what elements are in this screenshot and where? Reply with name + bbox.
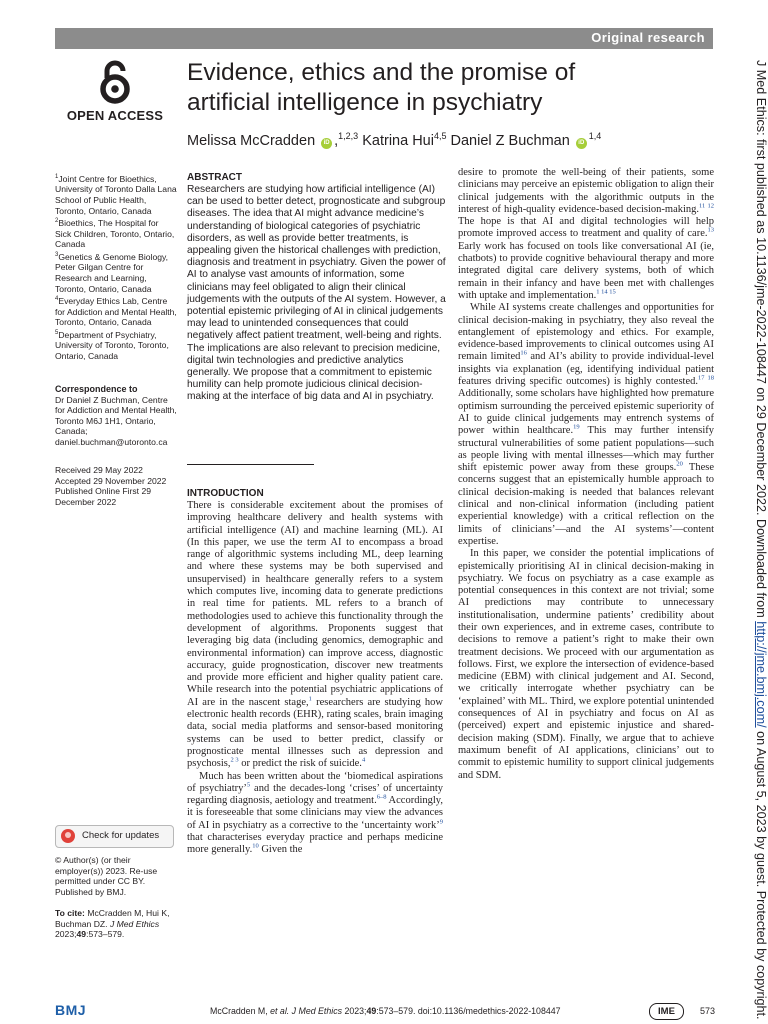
footer-authors: McCradden M, — [210, 1006, 271, 1016]
download-notice — [749, 60, 768, 1020]
reference-link[interactable]: 1 14 15 — [596, 288, 616, 296]
text-run: These concerns suggest that an epistemically humble approach to clinical decision-making is needed that balances relevant clinical and non-clinical information (including patient experiential knowledge) with a critical reflection on the limits of clinicians’—and the AI systems’—content expertise. — [458, 462, 714, 547]
correspondence — [55, 384, 177, 448]
reference-link[interactable]: 4 — [361, 756, 366, 764]
open-access-label: OPEN ACCESS — [66, 108, 164, 123]
reference-link[interactable]: 17 18 — [698, 374, 715, 382]
reference-link[interactable]: 13 — [707, 226, 714, 234]
affiliation-number: 3 — [55, 251, 59, 258]
cite-pages: :573–579. — [86, 929, 125, 940]
notice-prefix: J Med Ethics: first published as 10.1136/jme-2022-108447 on 29 December 2022. Downloaded from — [754, 60, 768, 622]
affiliation-text: Genetics & Genome Biology, Peter Gilgan Centre for Research and Learning, Toronto, Ontario, Canada — [55, 251, 169, 294]
author-name: Daniel Z Buchman — [450, 132, 570, 149]
reference-link[interactable]: 6–8 — [376, 793, 387, 801]
open-access-lock-icon — [95, 60, 135, 104]
cite-journal: J Med Ethics — [109, 918, 160, 929]
text-run: This may further intensify structural vulnerabilities of some patient populations—such as people living with mental illnesses—which may further shift epistemic power away from these groups. — [458, 425, 714, 474]
affiliation-number: 1 — [55, 174, 59, 180]
reference-link[interactable]: 16 — [520, 349, 527, 357]
text-run: Additionally, some scholars have highlighted how premature optimism surrounding the perceived epistemic superiority of AI to guide clinical judgements may entrench systems of power within healthcare. — [458, 388, 714, 437]
check-updates-icon — [61, 829, 75, 843]
text-run: Given the — [258, 844, 303, 856]
journal-link[interactable]: http://jme.bmj.com/ — [754, 621, 768, 728]
paragraph — [458, 302, 714, 548]
text-run: and the decades-long ‘crises’ of uncertainty regarding diagnosis, aetiology and treatment. — [187, 782, 444, 807]
cite-authors: McCradden M, Hui K, Buchman DZ. — [55, 908, 170, 929]
reference-link[interactable]: 10 — [252, 842, 259, 850]
check-for-updates-button[interactable] — [55, 825, 174, 848]
text-run: The hope is that AI and digital technologies will help promote improved access to treatment and quality of care. — [458, 216, 714, 240]
author-list: Melissa McCradden iD ,$^{1,2,3}$ Katrina Hui$^{4,5}$ Daniel Z Buchman iD$^{1,4}$ — [187, 131, 602, 149]
orcid-icon[interactable]: iD — [576, 138, 587, 149]
correspondence-heading: Correspondence to — [55, 384, 138, 394]
text-run: that characterises everyday practice and perhaps medicine more generally. — [187, 832, 443, 856]
text-run: Much has been written about the ‘biomedical aspirations of psychiatry’ — [187, 770, 443, 794]
text-run: Early work has focused on tools like conversational AI (ie, chatbots) to provide cognitive behavioural therapy and more integrated digital care delivery systems, both of which remain in their infancy and have been met with challenges with uptake and implementation. — [458, 240, 714, 301]
footer-citation — [210, 1006, 561, 1016]
orcid-icon[interactable]: iD — [321, 138, 332, 149]
paragraph — [187, 771, 443, 857]
affiliation-item — [55, 216, 177, 250]
author-affiliation: 1,2,3 — [338, 131, 359, 141]
cite-year: 2023; — [55, 929, 77, 940]
affiliation-number: 5 — [55, 329, 59, 336]
affiliation-text: Bioethics, The Hospital for Sick Children, Toronto, Ontario, Canada — [55, 218, 175, 250]
received-date: Received 29 May 2022 — [55, 465, 143, 475]
copyright-notice: © Author(s) (or their employer(s)) 2023. Re-use permitted under CC BY. Published by BMJ. — [55, 855, 158, 897]
published-date: Published Online First 29 December 2022 — [55, 486, 152, 507]
ime-badge: IME — [649, 1003, 684, 1020]
footer-volume: 49 — [366, 1006, 377, 1016]
affiliations — [55, 172, 177, 361]
notice-suffix: on August 5, 2023 by guest. Protected by copyright. — [754, 727, 768, 1020]
abstract-divider — [187, 464, 314, 465]
footer-year: 2023; — [342, 1006, 367, 1016]
cite-label: To cite: — [55, 908, 85, 918]
text-run: Accordingly, it is foreseeable that some clinicians may view the advances of AI in psychiatry as a corrective to the ‘uncertainty work’ — [187, 795, 443, 831]
affiliation-text: Joint Centre for Bioethics, University of Toronto Dalla Lana School of Public Health, Toronto, Ontario, Canada — [55, 173, 177, 216]
reference-link[interactable]: 1 — [308, 695, 312, 703]
abstract-text: Researchers are studying how artificial intelligence (AI) can be used to better detect, prognosticate and subgroup diseases. The idea that AI might advance medicine’s understanding of biological categories of psychiatric disorders, as well as provide better treatments, is appealing given the historical challenges with prediction, diagnosis and treatment in psychiatry. Given the power of AI to analyse vast amounts of information, some clinicians may feel obligated to align their clinical judgements with the outputs of the AI system. However, a potential epistemic privileging of AI in clinical judgements may lead to unintended consequences that could negatively affect patient treatment, well-being and rights. The implications are also relevant to precision medicine, digital twin technologies and predictive analytics generally. We propose that a commitment to epistemic humility can help promote judicious clinical decision-making at the interface of big data and AI in psychiatry. — [187, 184, 446, 403]
affiliation-item — [55, 328, 177, 362]
download-notice-text — [754, 60, 768, 1020]
article-title: Evidence, ethics and the promise of artificial intelligence in psychiatry — [187, 59, 576, 116]
citation-box — [55, 908, 177, 940]
cite-volume: 49 — [76, 929, 87, 940]
paragraph: In this paper, we consider the potential implications of epistemically prioritising AI in clinical decision-making in psychiatry. We focus on psychiatry as a case example as potential consequences in this context are not trivial; some AI predictions may contribute to unnecessary institutionalisation, undermine patients’ credibility about their own experiences, and in extreme cases, contribute to decisions to remove a patient’s right to make their own treatment decisions. We proceed with our argumentation as follows. First, we explore the intersection of evidence-based medicine (EBM) with clinical judgement and AI. Second, we critically interrogate whether psychiatry can be ‘explained’ with ML. Third, we explore potential unintended consequences of AI in psychiatry and focus on AI as (perceived) expert and epistemic injustice and shared-decision making (SDM). Finally, we argue that to achieve maximum benefit of AI applications, clinicians’ out to commit to epistemic humility to support clinical judgements and SDM. — [458, 548, 714, 781]
affiliation-text: Everyday Ethics Lab, Centre for Addiction and Mental Health, Toronto, Ontario, Canada — [55, 295, 177, 328]
bmj-logo[interactable]: BMJ — [55, 1002, 87, 1018]
text-run: While AI systems create challenges and opportunities for clinical decision-making in psychiatry, they also reveal the entanglement of epistemology and ethics. For example, evidence-based improvements to clinical outcomes using AI remain limited — [458, 302, 714, 363]
footer-doi: :573–579. doi:10.1136/medethics-2022-108447 — [376, 1006, 561, 1016]
reference-link[interactable]: 5 — [246, 781, 251, 789]
author-name: Katrina Hui — [362, 132, 434, 149]
paragraph — [458, 167, 714, 302]
affiliation-number: 4 — [55, 296, 59, 303]
page-number: 573 — [700, 1006, 716, 1016]
paragraph — [187, 500, 443, 771]
reference-link[interactable]: 2 3 — [230, 756, 239, 764]
footer-journal: et al. J Med Ethics — [270, 1006, 343, 1016]
affiliation-item — [55, 250, 177, 294]
abstract-heading: ABSTRACT — [187, 172, 242, 183]
text-run: or predict the risk of suicide. — [238, 758, 362, 770]
reference-link[interactable]: 11 12 — [699, 202, 714, 210]
author-name: Melissa McCradden — [187, 132, 316, 149]
reference-link[interactable]: 20 — [676, 460, 683, 468]
reference-link[interactable]: 19 — [573, 423, 580, 431]
correspondence-text[interactable]: Dr Daniel Z Buchman, Centre for Addiction and Mental Health, Toronto M6J 1H1, Ontario, Canada; daniel.buchman@utoronto.ca — [55, 394, 177, 447]
body-column-left — [187, 500, 443, 857]
affiliation-number: 2 — [55, 218, 59, 225]
affiliation-item — [55, 294, 177, 328]
text-run: desire to promote the well-being of their patients, some clinicians may perceive an epistemic obligation to align their clinical judgements with the algorithmic outputs in the interest of high-quality evidence-based decision-making. — [458, 167, 714, 215]
accepted-date: Accepted 29 November 2022 — [55, 475, 167, 486]
section-label: Original research — [591, 30, 705, 45]
section-banner — [55, 28, 713, 49]
affiliation-item — [55, 172, 177, 216]
affiliation-text: Department of Psychiatry, University of Toronto, Toronto, Ontario, Canada — [55, 329, 169, 361]
check-updates-label: Check for updates — [82, 830, 160, 841]
reference-link[interactable]: 9 — [439, 818, 443, 826]
body-column-right — [458, 167, 714, 782]
author-affiliation: 4,5 — [433, 131, 447, 141]
text-run: There is considerable excitement about the promises of improving healthcare delivery and health systems with artificial intelligence (AI) and machine learning (ML). AI (In this paper, we use the term AI to encompass a broad range of algorithmic systems including ML, deep learning and where these systems may be both supervised and unsupervised) in healthcare generally refers to a system which computes live, incoming data to generate predictions in real time for patients. ML refers to a branch of methodologies used to achieve this functionality through the development of algorithms. Proponents suggest that leveraging big data (including genomics, demographic and environmental information) can improve access, diagnostic accuracy, guide prognostication, discover new treatments and provide more efficient and higher quality patient care. While research into the potential psychiatric applications of AI are in the nascent stage, — [187, 500, 443, 708]
article-dates — [55, 465, 177, 507]
text-run: researchers are studying how electronic health records (EHR), rating scales, brain imaging data, social media platforms and sensor-based monitoring systems can be used to better predict, classify or prognosticate mental illnesses such as depression and psychosis, — [187, 696, 443, 770]
author-affiliation: 1,4 — [588, 131, 602, 141]
text-run: and AI’s ability to provide individual-level insights via explanation (eg, identifying individual patient features driving specific outcomes) is highly contested. — [458, 351, 714, 388]
introduction-heading: INTRODUCTION — [187, 488, 264, 499]
